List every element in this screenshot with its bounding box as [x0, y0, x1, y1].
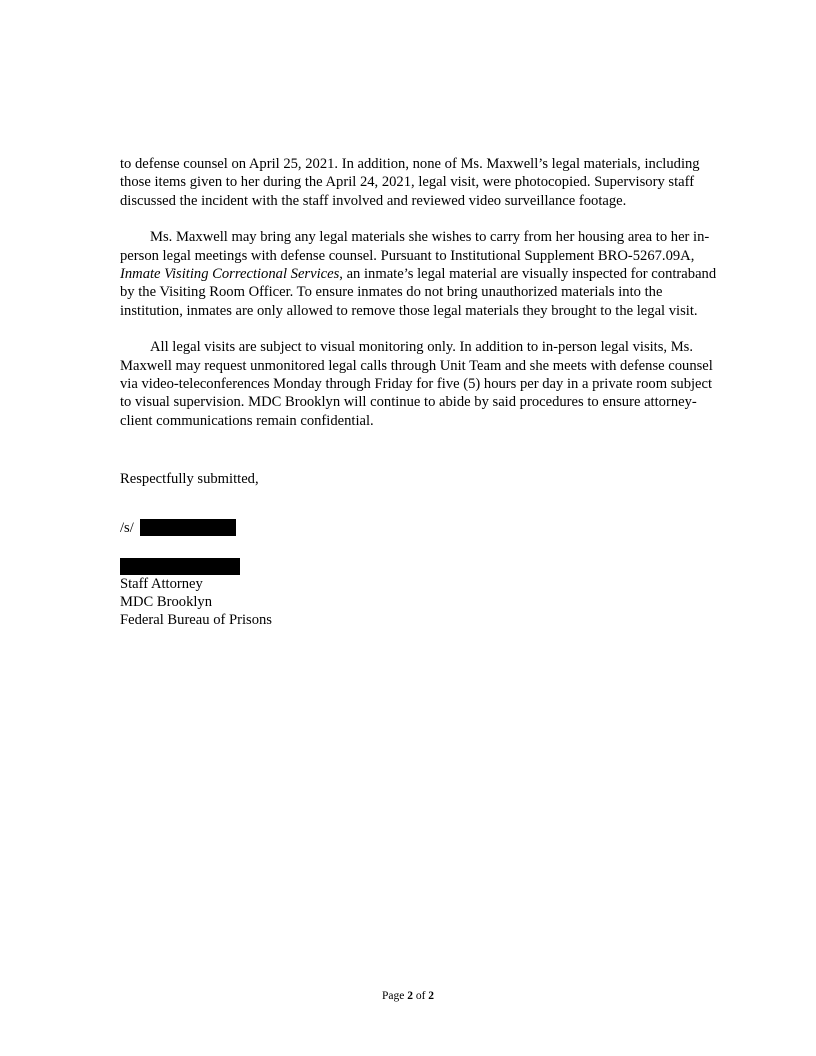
paragraph-2 [120, 228, 718, 320]
letter-body [120, 155, 718, 629]
signer-title: Staff Attorney [120, 575, 203, 592]
paragraph-2-text-end: , an inmate’s legal material are visually inspected for contraband by the Visiting Room Officer. To ensure inmates do not bring unauthorized materials into the institution, inmates are only allowed to remove those legal materials they brought to the legal visit. [120, 266, 717, 319]
page-current: 2 [407, 990, 413, 1002]
signature-redaction [140, 519, 236, 536]
page-total: 2 [428, 990, 435, 1002]
signature-line [120, 519, 718, 537]
paragraph-3: All legal visits are subject to visual monitoring only. In addition to in-person legal visits, Ms. Maxwell may request unmonitored legal calls through Unit Team and she meets with defense counsel via video-teleconferences Monday through Friday for five (5) hours per day in a private room subject to visual supervision. MDC Brooklyn will continue to abide by said procedures to ensure attorney-client communications remain confidential. [120, 339, 713, 429]
page-word: Page [381, 990, 405, 1002]
name-redaction [120, 558, 240, 575]
page-footer [0, 989, 816, 1003]
closing-line: Respectfully submitted, [120, 471, 259, 488]
signature-block [120, 575, 718, 629]
signer-office: MDC Brooklyn [120, 593, 213, 610]
paragraph-1: to defense counsel on April 25, 2021. In addition, none of Ms. Maxwell’s legal materials, including those items given to her during the April 24, 2021, legal visit, were photocopied. Supervisory staff discussed the incident with the staff involved and reviewed video surveillance footage. [120, 156, 700, 209]
signature-prefix: /s/ [120, 519, 134, 536]
paragraph-2-text-start: Ms. Maxwell may bring any legal materials she wishes to carry from her housing area to her in-person legal meetings with defense counsel. Pursuant to Institutional Supplement BRO-5267.09A, [120, 229, 710, 264]
of-word: of [415, 990, 426, 1002]
paragraph-2-italic-title: Inmate Visiting Correctional Services [120, 266, 340, 283]
signer-agency: Federal Bureau of Prisons [120, 611, 272, 628]
